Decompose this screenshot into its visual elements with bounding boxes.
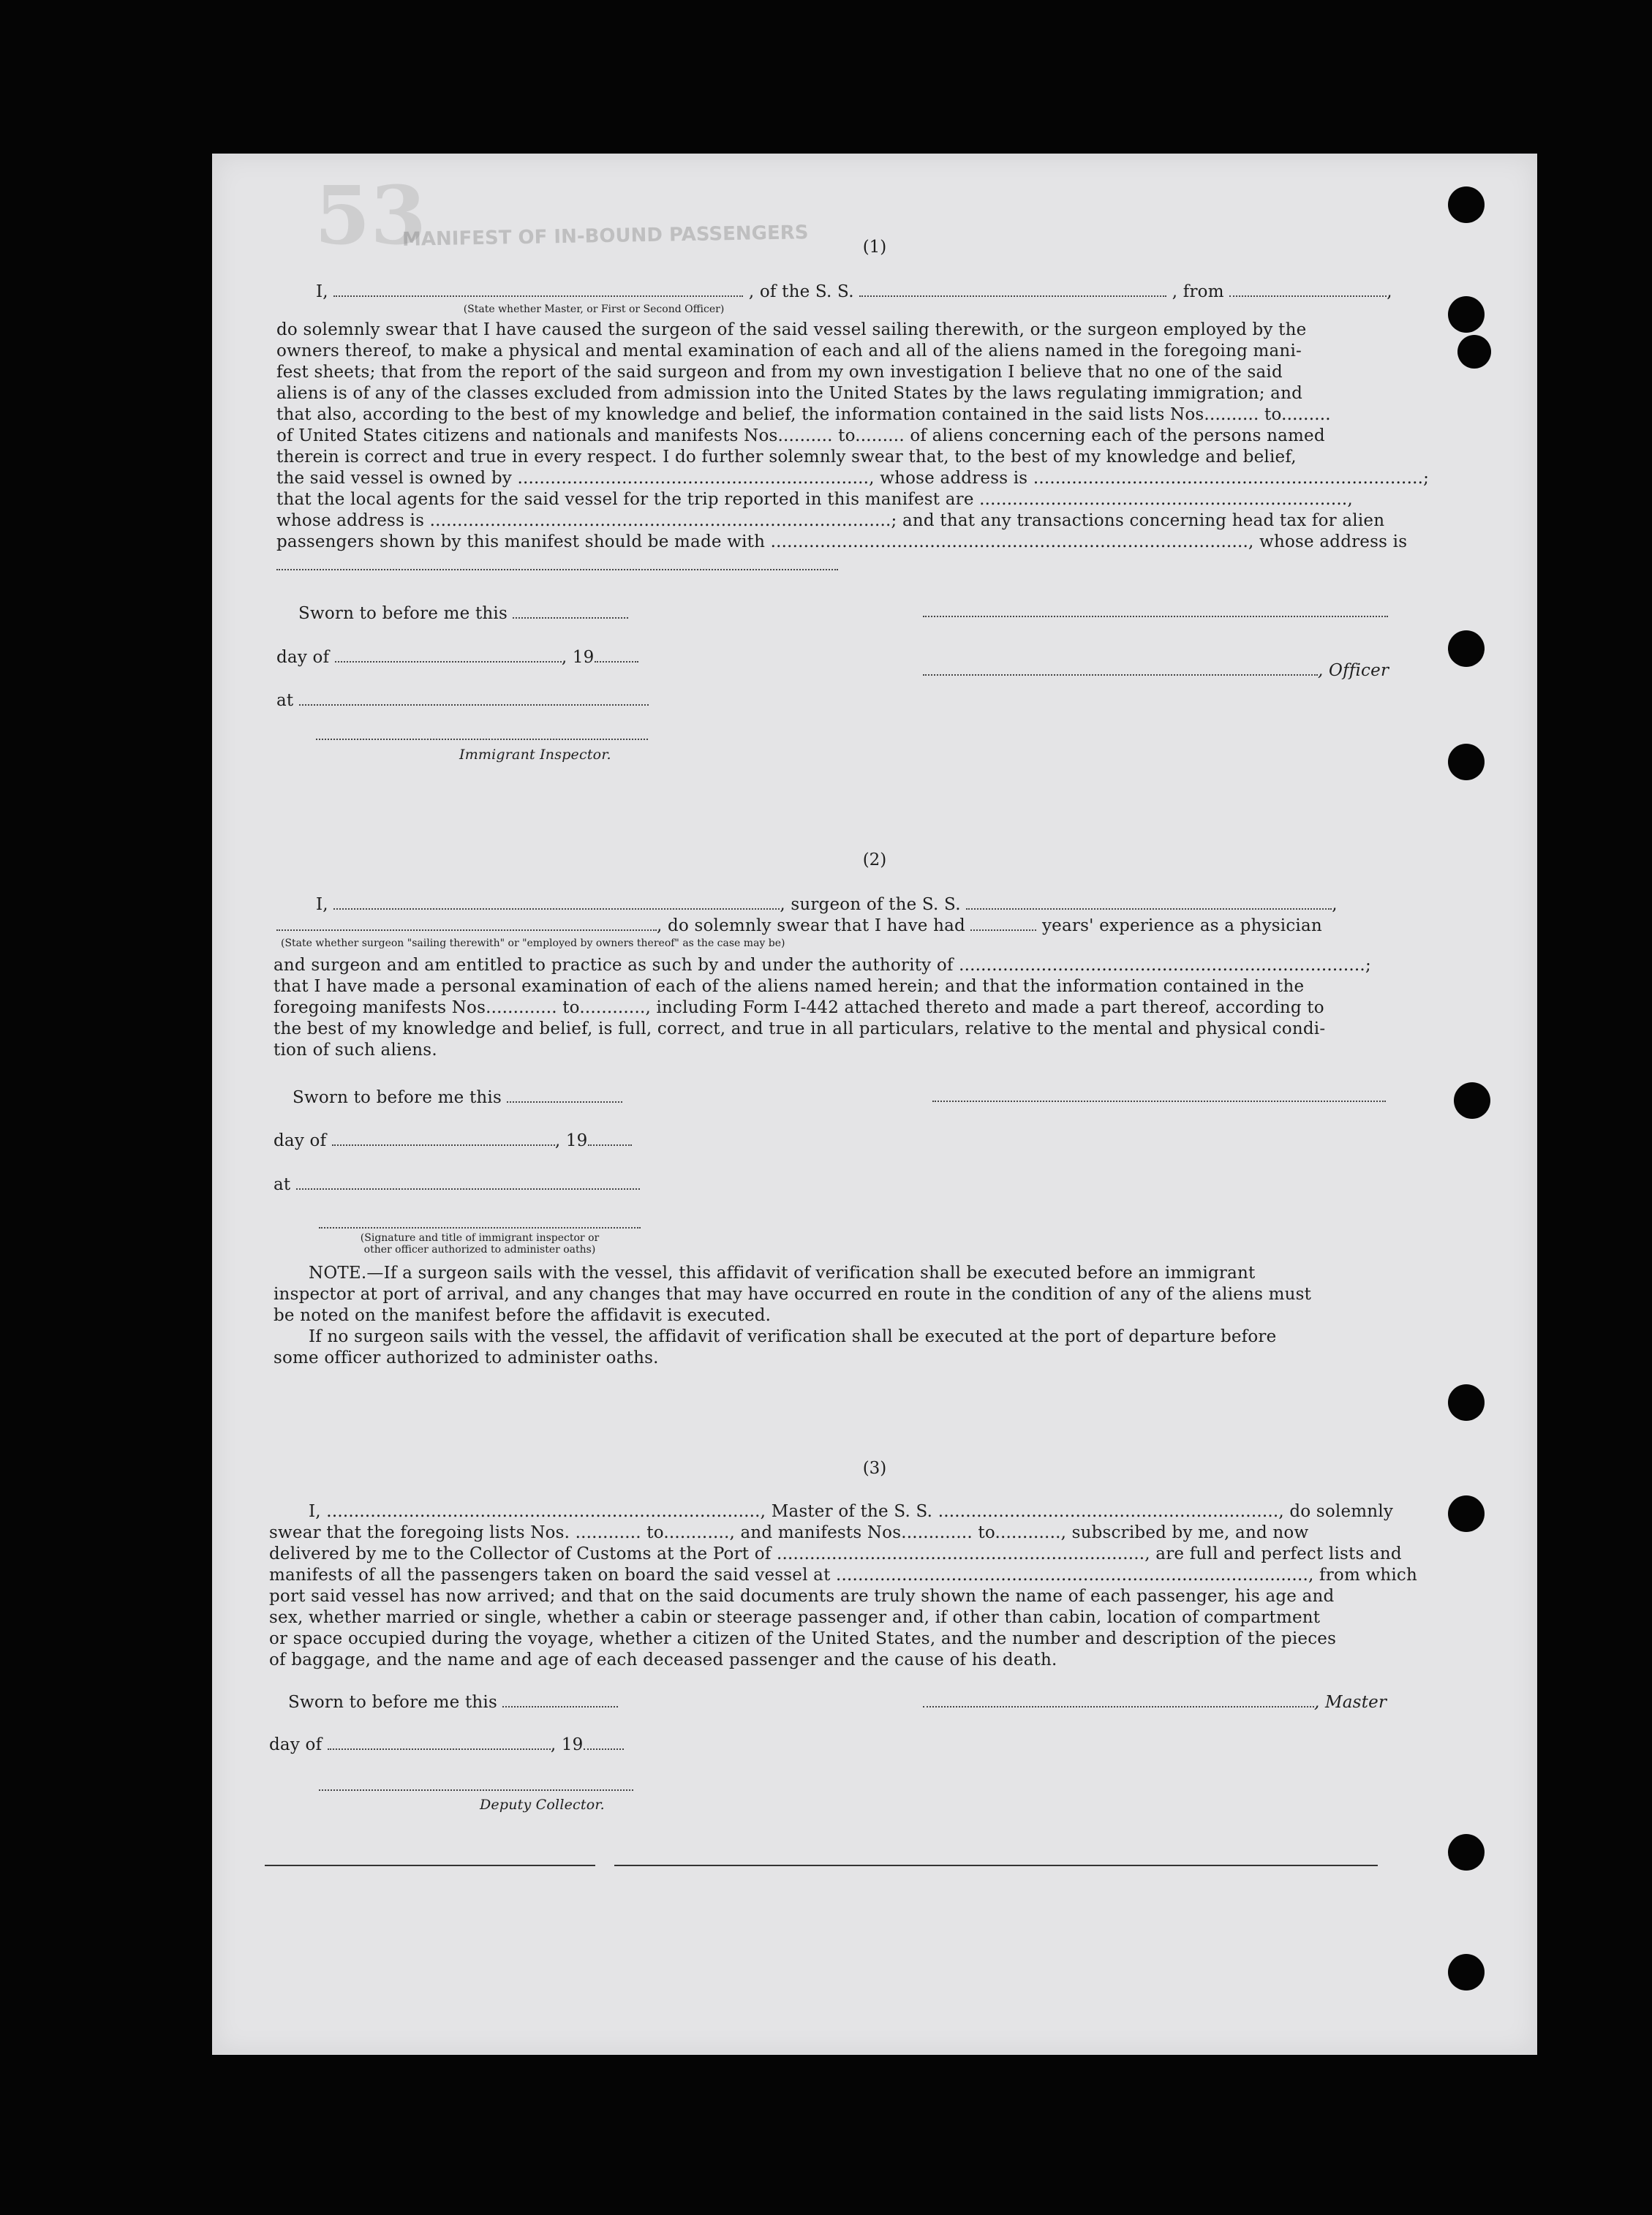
s3-body-line-8: of baggage, and the name and age of each deceased passenger and the cause of his death. (269, 1650, 1057, 1669)
s1-signature-rule (923, 616, 1388, 617)
binder-hole (1448, 1954, 1485, 1991)
s1-officer-caption: (State whether Master, or First or Second Officer) (463, 303, 725, 315)
bottom-rule-left (265, 1865, 595, 1866)
s2-signature-rule (932, 1101, 1386, 1102)
s2-sig-caption-1: (Signature and title of immigrant inspector or (360, 1232, 600, 1244)
s1-body-line-5: that also, according to the best of my knowledge and belief, the information contained in the said lists Nos.......... to......... (276, 405, 1331, 424)
s2-day-of: day of , 19 (274, 1131, 632, 1151)
s2-note-line-1: NOTE.—If a surgeon sails with the vessel, this affidavit of verification shall be executed before an immigrant (309, 1264, 1256, 1283)
s3-day-of: day of , 19 (269, 1735, 624, 1755)
s2-body-line-2: that I have made a personal examination of each of the aliens named herein; and that the information contained in the (274, 977, 1305, 996)
s1-body-line-3: fest sheets; that from the report of the said surgeon and from my own investigation I believe that no one of the said (276, 363, 1283, 382)
s2-at: at (274, 1174, 640, 1195)
binder-hole (1454, 1082, 1490, 1119)
section-3-heading: (3) (862, 1459, 887, 1478)
s1-body-line-11: passengers shown by this manifest should be made with ......................................................................................., whose address is (276, 532, 1408, 551)
s3-body-line-7: or space occupied during the voyage, whether a citizen of the United States, and the number and description of the pieces (269, 1629, 1337, 1648)
binder-hole (1448, 1495, 1485, 1532)
s2-surgeon-line: I, , surgeon of the S. S. , (316, 895, 1338, 914)
s1-inspector-label: Immigrant Inspector. (459, 747, 611, 763)
s3-deputy-rule (319, 1789, 633, 1791)
s2-body-line-1: and surgeon and am entitled to practice as such by and under the authority of ..........................................................................; (274, 956, 1371, 975)
s1-day-of: day of , 19 (276, 647, 638, 668)
s2-sworn: Sworn to before me this (293, 1087, 622, 1108)
document-page (212, 154, 1537, 2055)
s2-years-caption: (State whether surgeon "sailing therewith" or "employed by owners thereof" as the case may be) (281, 937, 785, 949)
s2-note-line-4: If no surgeon sails with the vessel, the affidavit of verification shall be executed at the port of departure before (309, 1327, 1277, 1346)
s1-body-line-2: owners thereof, to make a physical and mental examination of each and all of the aliens named in the foregoing mani- (276, 342, 1302, 361)
binder-hole (1448, 186, 1485, 223)
s2-note-line-3: be noted on the manifest before the affidavit is executed. (274, 1306, 772, 1325)
s3-body-line-5: port said vessel has now arrived; and that on the said documents are truly shown the name of each passenger, his age and (269, 1587, 1335, 1606)
s1-address-rule (276, 569, 838, 570)
section-2-heading: (2) (862, 850, 887, 869)
s2-note-line-2: inspector at port of arrival, and any changes that may have occurred en route in the condition of any of the aliens must (274, 1285, 1312, 1304)
binder-hole (1448, 1384, 1485, 1421)
s1-body-line-9: that the local agents for the said vessel for the trip reported in this manifest are ..................................................................., (276, 490, 1353, 509)
s3-sworn: Sworn to before me this (288, 1692, 618, 1713)
s2-note-line-5: some officer authorized to administer oaths. (274, 1348, 659, 1367)
s2-sig-caption-2: other officer authorized to administer oaths) (363, 1244, 596, 1256)
s2-body-line-5: tion of such aliens. (274, 1041, 437, 1060)
binder-hole (1448, 1834, 1485, 1871)
s3-body-line-1: I, ..............................................................................., Master of the S. S. .............................................................., do solemnly (309, 1502, 1394, 1521)
bleed-through-title: MANIFEST OF IN-BOUND PASSENGERS (401, 222, 809, 251)
s2-body-line-3: foregoing manifests Nos............. to............, including Form I-442 attached thereto and made a part thereof, according to (274, 998, 1324, 1017)
s1-body-line-1: do solemnly swear that I have caused the surgeon of the said vessel sailing therewith, or the surgeon employed by the (276, 320, 1307, 339)
s1-body-line-7: therein is correct and true in every respect. I do further solemnly swear that, to the best of my knowledge and belief, (276, 448, 1297, 467)
s1-officer-line: I, , of the S. S. , from , (316, 282, 1392, 301)
s1-at: at (276, 690, 649, 711)
s2-years-line: , do solemnly swear that I have had years' experience as a physician (276, 916, 1322, 936)
binder-hole (1448, 296, 1485, 333)
s3-deputy-label: Deputy Collector. (480, 1797, 605, 1813)
binder-hole (1448, 630, 1485, 667)
s1-body-line-10: whose address is ....................................................................................; and that any transactions concerning head tax for alien (276, 511, 1385, 530)
s3-body-line-3: delivered by me to the Collector of Customs at the Port of ..................................................................., are full and perfect lists and (269, 1544, 1402, 1563)
s1-body-line-4: aliens is of any of the classes excluded from admission into the United States by the laws regulating immigration; and (276, 384, 1303, 403)
s3-body-line-2: swear that the foregoing lists Nos. ............ to............, and manifests Nos............. to............, subscribed by me, and now (269, 1523, 1309, 1542)
bottom-rule-right (614, 1865, 1378, 1866)
s3-body-line-4: manifests of all the passengers taken on board the said vessel at ......................................................................................, from which (269, 1566, 1418, 1585)
s1-i: I, (316, 282, 328, 301)
s2-body-line-4: the best of my knowledge and belief, is full, correct, and true in all particulars, relative to the mental and physical condi- (274, 1019, 1326, 1038)
s1-sworn: Sworn to before me this (298, 603, 628, 624)
bleed-through-stamp: 53 (314, 168, 427, 263)
s1-of-ss: , of the S. S. (748, 282, 854, 301)
binder-hole (1457, 335, 1491, 369)
binder-hole (1448, 744, 1485, 780)
s3-body-line-6: sex, whether married or single, whether a cabin or steerage passenger and, if other than cabin, location of compartment (269, 1608, 1321, 1627)
s1-body-line-6: of United States citizens and nationals and manifests Nos.......... to......... of aliens concerning each of the persons named (276, 426, 1325, 445)
s3-master-sig: , Master (923, 1692, 1387, 1713)
s1-body-line-8: the said vessel is owned by ................................................................, whose address is .......................................................................; (276, 469, 1430, 488)
s2-inspector-rule (319, 1227, 641, 1229)
s1-from: , from (1172, 282, 1224, 301)
section-1-heading: (1) (862, 238, 887, 257)
s1-inspector-rule (316, 739, 648, 740)
s1-officer-sig: , Officer (923, 660, 1389, 681)
